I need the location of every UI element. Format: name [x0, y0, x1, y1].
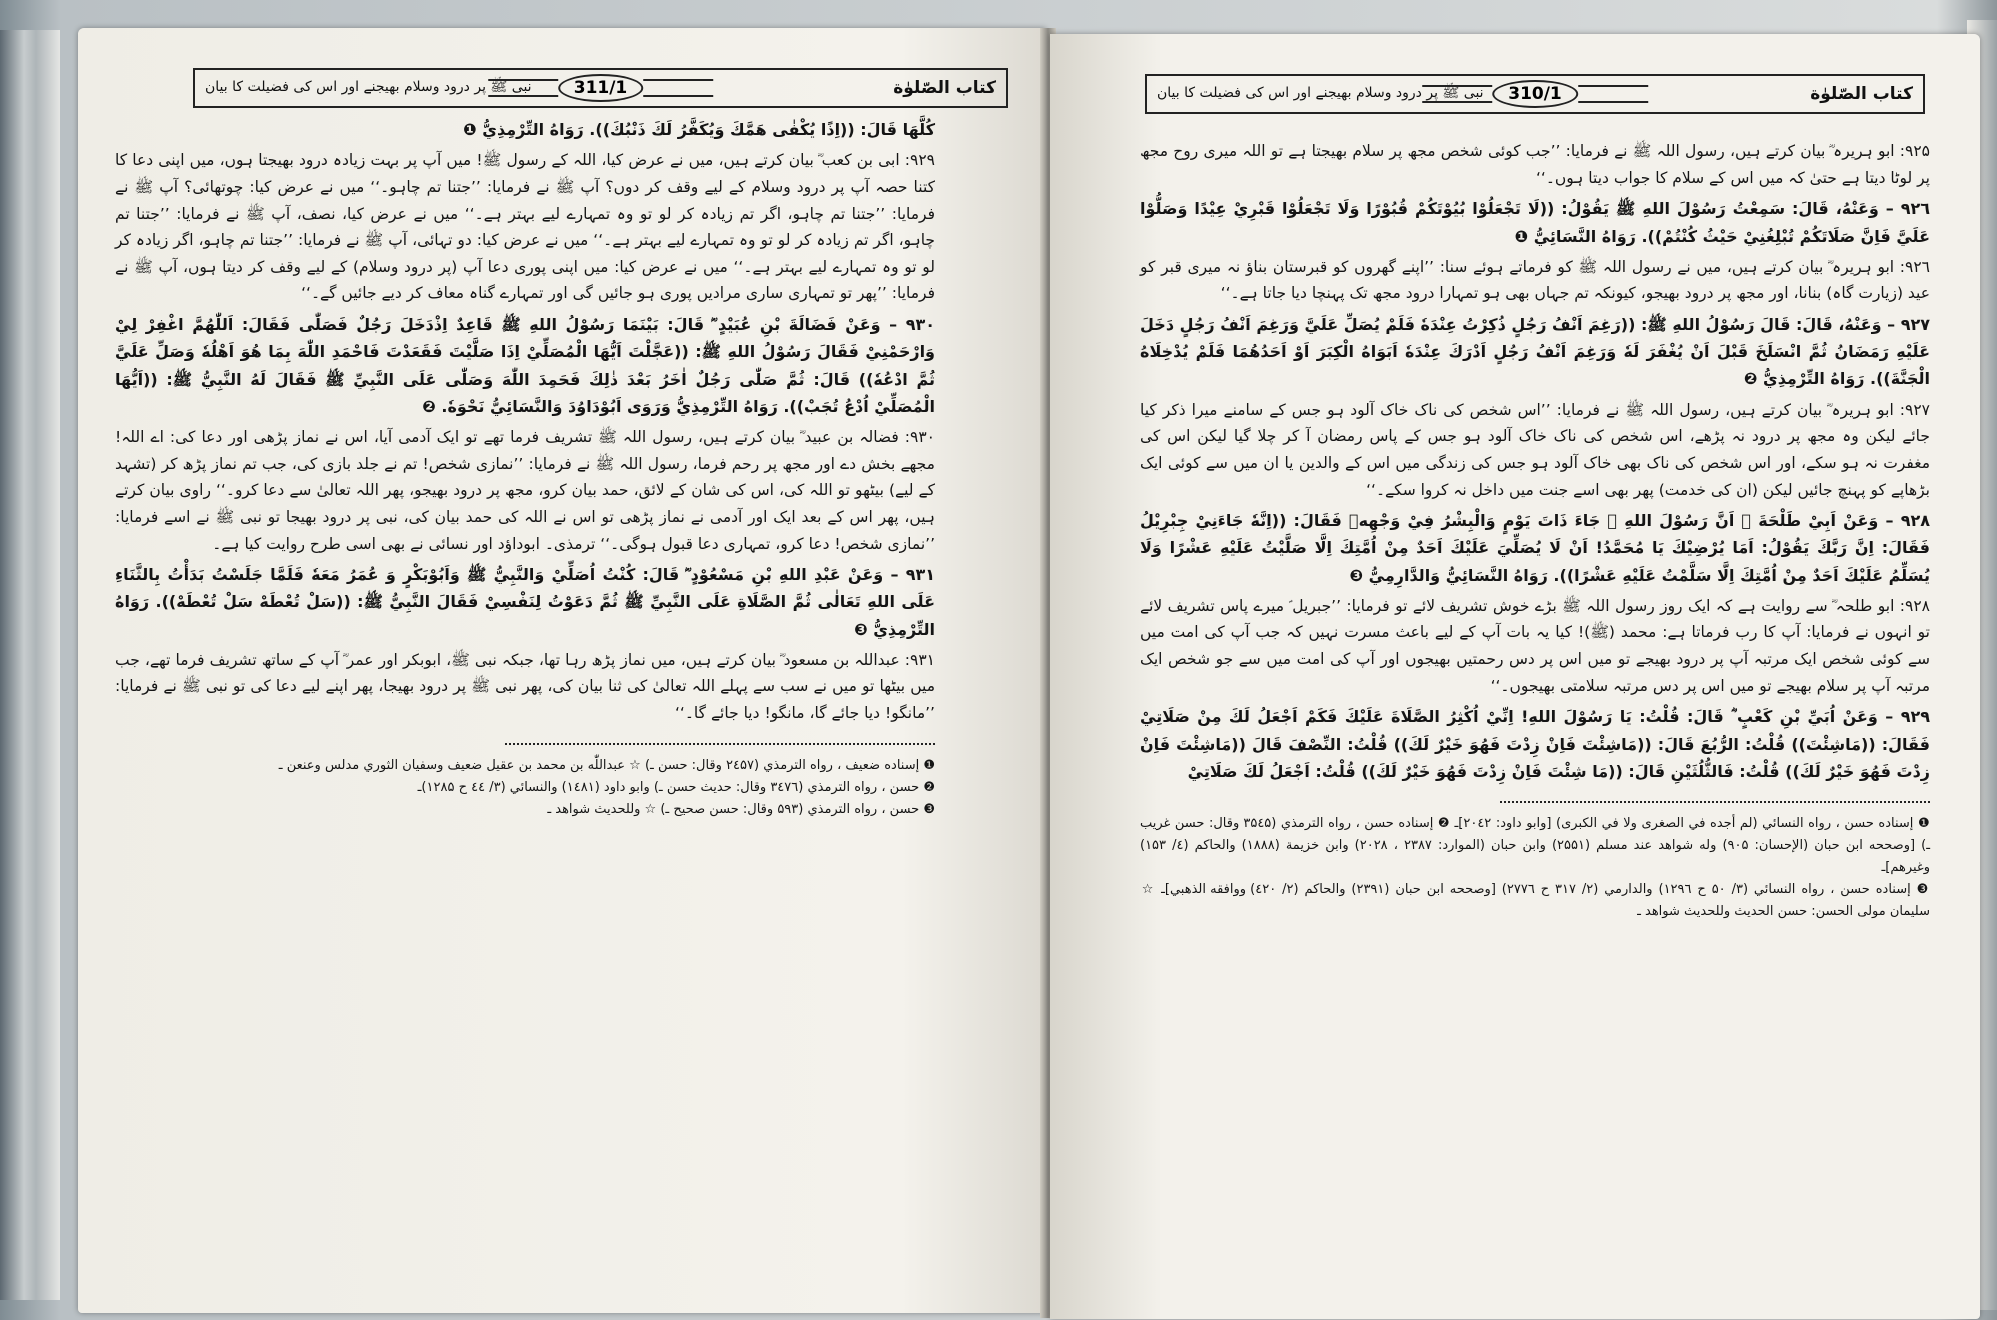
paragraph: ۹۳۰: فضالہ بن عبید ؓ بیان کرتے ہیں، رسول اللہ ﷺ تشریف فرما تھے تو ایک آدمی آیا، اس نے نماز پڑھی اور دعا کی: اے اللہ! مجھے بخش دے اور مجھ پر رحم فرما، رسول اللہ ﷺ نے فرمایا: ’’نمازی شخص! تم نے جلد بازی کی، جب تم نماز پڑھ کر (تشہد کے لیے) بیٹھو تو اللہ کی، اس کی شان کے لائق، حمد بیان کرو، مجھ پر درود بھیجو، پھر اللہ تعالیٰ سے دعا کرو۔‘‘ راوی بیان کرتے ہیں، پھر اس کے بعد ایک اور آدمی نے نماز پڑھی تو اس نے اللہ کی حمد بیان کی، نبی پر درود بھیجا تو نبی ﷺ نے اسے فرمایا: ’’نمازی شخص! دعا کرو، تمہاری دعا قبول ہوگی۔‘‘ ترمذی۔ ابوداؤد اور نسائی نے بھی اسی طرح روایت کیا ہے۔: [115, 427, 935, 553]
page-body: [1140, 138, 1930, 923]
paragraph: ۹۳۱ – وَعَنْ عَبْدِ اللهِ بْنِ مَسْعُوْدٍ ؓ قَالَ: كُنْتُ اُصَلِّيْ وَالنَّبِيُّ ﷺ وَاَبُوْبَكْرٍ وَ عُمَرُ مَعَهٗ فَلَمَّا جَلَسْتُ بَدَأْتُ بِالثَّنَاءِ عَلَى اللهِ تَعَالٰى ثُمَّ الصَّلَاةِ عَلَى النَّبِيِّ ﷺ ثُمَّ دَعَوْتُ لِنَفْسِيْ فَقَالَ النَّبِيُّ ﷺ: ((سَلْ تُعْطَهْ سَلْ تُعْطَهْ)). رَوَاهُ التِّرْمِذِيُّ ❸: [115, 565, 935, 639]
ornament-left: [488, 79, 558, 97]
footnote-separator: [1500, 801, 1930, 803]
book-title: كتاب الصّلوٰة: [893, 78, 996, 98]
paragraph: ۹۳۰ – وَعَنْ فَضَالَةَ بْنِ عُبَيْدٍ ؓ قَالَ: بَيْنَمَا رَسُوْلُ اللهِ ﷺ قَاعِدٌ اِذْدَخَلَ رَجُلٌ فَصَلّٰى فَقَالَ: اَللّٰهُمَّ اغْفِرْ لِيْ وَارْحَمْنِيْ فَقَالَ رَسُوْلُ اللهِ ﷺ: ((عَجَّلْتَ اَيُّهَا الْمُصَلِّيْ اِذَا صَلَّيْتَ فَقَعَدْتَ فَاحْمَدِ اللّٰهَ بِمَا هُوَ اَهْلُهٗ وَصَلِّ عَلَيَّ ثُمَّ ادْعُهٗ)) قَالَ: ثُمَّ صَلّٰى رَجُلٌ اٰخَرُ بَعْدَ ذٰلِكَ فَحَمِدَ اللّٰهَ وَصَلّٰى عَلَى النَّبِيِّ ﷺ فَقَالَ لَهُ النَّبِيُّ ﷺ: ((اَيُّهَا الْمُصَلِّيْ اُدْعُ تُجَبْ)). رَوَاهُ التِّرْمِذِيُّ وَرَوَى اَبُوْدَاوُدَ وَالنَّسَائِيُّ نَحْوَهٗ. ❷: [115, 315, 935, 416]
page-number-ornament: [488, 74, 714, 102]
ornament-right: [643, 79, 713, 97]
chapter-title: نبی ﷺ پر درود وسلام بھیجنے اور اس کی فضیلت کا بیان: [1157, 85, 1484, 101]
paragraph: ۹۲۷ – وَعَنْهُ، قَالَ: قَالَ رَسُوْلُ اللهِ ﷺ: ((رَغِمَ اَنْفُ رَجُلٍ ذُكِرْتُ عِنْدَهٗ فَلَمْ يُصَلِّ عَلَيَّ وَرَغِمَ اَنْفُ رَجُلٍ دَخَلَ عَلَيْهِ رَمَضَانُ ثُمَّ انْسَلَخَ قَبْلَ اَنْ يُغْفَرَ لَهٗ وَرَغِمَ اَنْفُ رَجُلٍ اَدْرَكَ عِنْدَهٗ اَبَوَاهُ الْكِبَرَ اَوْ اَحَدُهُمَا فَلَمْ يُدْخِلَاهُ الْجَنَّةَ)). رَوَاهُ التِّرْمِذِيُّ ❷: [1140, 315, 1930, 389]
footnote: ❶ إسناده حسن ، رواه النسائي (لم أجده في الصغرى ولا في الكبرى) [وابو داود: ۲۰٤۲]ـ ❷ إسناده حسن ، رواه الترمذي (۳۵٤۵ وقال: حسن غريب ـ) [وصححه ابن حبان (الإحسان: ۹۰۵) وله شواهد عند مسلم (۲۵۵۱) وابن حبان (الموارد: ۲۳۸۷ ، ۲۰۲۸) وابن خزيمة (۱۸۸۸) والحاكم (٤/ ۱۵۳) وغيرهم]ـ: [1140, 815, 1930, 876]
page-header: [193, 68, 1008, 108]
footnote: ❸ حسن ، رواه الترمذي (۵۹۳ وقال: حسن صحيح ـ) ☆ وللحديث شواهد ـ: [547, 801, 935, 817]
paragraph: ۹۲٦ – وَعَنْهُ، قَالَ: سَمِعْتُ رَسُوْلَ اللهِ ﷺ يَقُوْلُ: ((لَا تَجْعَلُوْا بُيُوْتَكُمْ قُبُوْرًا وَلَا تَجْعَلُوْا قَبْرِيْ عِيْدًا وَصَلُّوْا عَلَيَّ فَاِنَّ صَلَاتَكُمْ تُبْلِغُنِيْ حَيْثُ كُنْتُمْ)). رَوَاهُ النَّسَائِيُّ ❶: [1140, 199, 1930, 246]
page-number: 311/1: [558, 74, 644, 102]
paragraph: ۹۲۹ – وَعَنْ اُبَيِّ بْنِ كَعْبٍ ؓ قَالَ: قُلْتُ: يَا رَسُوْلَ اللهِ! اِنِّيْ اُكْثِرُ الصَّلَاةَ عَلَيْكَ فَكَمْ اَجْعَلُ لَكَ مِنْ صَلَاتِيْ فَقَالَ: ((مَاشِئْتَ)) قُلْتُ: الرُّبُعَ قَالَ: ((مَاشِئْتَ فَاِنْ زِدْتَ فَهُوَ خَيْرٌ لَكَ)) قُلْتُ: النِّصْفَ قَالَ ((مَاشِئْتَ فَاِنْ زِدْتَ فَهُوَ خَيْرٌ لَكَ)) قُلْتُ: فَالثُّلُثَيْنِ قَالَ: ((مَا شِئْتَ فَاِنْ زِدْتَ فَهُوَ خَيْرٌ لَكَ)) قُلْتُ: اَجْعَلُ لَكَ صَلَاتِيْ: [1140, 707, 1930, 781]
page-number: 310/1: [1492, 80, 1578, 108]
paragraph: ۹۲۸ – وَعَنْ اَبِيْ طَلْحَةَ ؓ اَنَّ رَسُوْلَ اللهِ ﷺ جَاءَ ذَاتَ يَوْمٍ وَالْبِشْرُ فِيْ وَجْهِهٖ فَقَالَ: ((اِنَّهٗ جَاءَنِيْ جِبْرِيْلُ فَقَالَ: اِنَّ رَبَّكَ يَقُوْلُ: اَمَا يُرْضِيْكَ يَا مُحَمَّدُ! اَنْ لَا يُصَلِّيَ عَلَيْكَ اَحَدٌ مِنْ اُمَّتِكَ اِلَّا صَلَّيْتُ عَلَيْهِ عَشْرًا وَلَا يُسَلِّمُ عَلَيْكَ اَحَدٌ مِنْ اُمَّتِكَ اِلَّا سَلَّمْتُ عَلَيْهِ عَشْرًا)). رَوَاهُ النَّسَائِيُّ وَالدَّارِمِيُّ ❸: [1140, 511, 1930, 585]
page-header: [1145, 74, 1925, 114]
paragraph: ۹۲٦: ابو ہریرہ ؓ بیان کرتے ہیں، میں نے رسول اللہ ﷺ کو فرماتے ہوئے سنا: ’’اپنے گھروں کو قبرستان بناؤ نہ میری قبر کو عید (زیارت گاہ) بنانا، اور مجھ پر درود بھیجو، کیونکہ تم جہاں بھی ہو تمہارا درود مجھ تک پہنچا دیا جاتا ہے۔‘‘: [1140, 257, 1930, 303]
footnote-separator: [505, 743, 935, 745]
footnote: ❶ إسناده ضعيف ، رواه الترمذي (۲٤۵۷ وقال: حسن ـ) ☆ عبداللّٰه بن محمد بن عقيل ضعيف وسفيان الثوري مدلس وعنعن ـ: [278, 757, 935, 773]
footnote: ❸ إسناده حسن ، رواه النسائي (۳/ ۵۰ ح ۱۲۹٦) والدارمي (۲/ ۳۱۷ ح ۲۷۷٦) [وصححه ابن حبان (۲۳۹۱) والحاكم (۲/ ٤۲۰) ووافقه الذهبي]ـ ☆ سليمان مولى الحسن: حسن الحديث وللحديث شواهد ـ: [1140, 882, 1931, 920]
footnote: ❷ حسن ، رواه الترمذي (۳٤۷٦ وقال: حديث حسن ـ) وابو داود (۱٤۸۱) والنسائي (۳/ ٤٤ ح ۱۲۸۵)ـ: [417, 779, 935, 795]
chapter-title: نبی ﷺ پر درود وسلام بھیجنے اور اس کی فضیلت کا بیان: [205, 79, 532, 95]
paragraph: كُلَّهَا قَالَ: ((اِذًا يُكْفٰى هَمَّكَ وَيُكَفَّرُ لَكَ ذَنْبُكَ)). رَوَاهُ التِّرْمِذِيُّ ❶: [463, 120, 935, 139]
paragraph: ۹۳۱: عبداللہ بن مسعود ؓ بیان کرتے ہیں، میں نماز پڑھ رہا تھا، جبکہ نبی ﷺ، ابوبکر اور عمر ؓ آپ کے ساتھ تشریف فرما تھے، جب میں بیٹھا تو میں نے سب سے پہلے اللہ تعالیٰ کی ثنا بیان کی، پھر نبی ﷺ پر درود بھیجا، پھر اپنے لیے دعا کی تو نبی ﷺ نے فرمایا: ’’مانگو! دیا جائے گا، مانگو! دیا جائے گا۔‘‘: [115, 650, 935, 723]
book-title: كتاب الصّلوٰة: [1810, 84, 1913, 104]
book-cover-edge-left: [0, 30, 60, 1300]
right-page: [1050, 34, 1980, 1319]
paragraph: ۹۲۸: ابو طلحہ ؓ سے روایت ہے کہ ایک روز رسول اللہ ﷺ بڑے خوش تشریف لائے تو فرمایا: ’’جبریل ؑ میرے پاس تشریف لائے تو انہوں نے فرمایا: آپ کا رب فرماتا ہے: محمد (ﷺ)! کیا یہ بات آپ کے لیے باعث مسرت نہیں کہ جب آپ کی امت میں سے کوئی شخص ایک مرتبہ آپ پر درود بھیجے تو میں اس پر دس رحمتیں بھیجوں اور آپ کی امت میں سے جو شخص ایک مرتبہ آپ پر سلام بھیجے تو میں اس پر دس مرتبہ سلامتی بھیجوں۔‘‘: [1140, 596, 1930, 695]
ornament-left: [1422, 85, 1492, 103]
paragraph: ۹۲۵: ابو ہریرہ ؓ بیان کرتے ہیں، رسول اللہ ﷺ نے فرمایا: ’’جب کوئی شخص مجھ پر سلام بھیجتا ہے تو اللہ میری روح مجھ پر لوٹا دیتا ہے حتیٰ کہ میں اس کے سلام کا جواب دیتا ہوں۔‘‘: [1140, 142, 1930, 187]
paragraph: ۹۲۷: ابو ہریرہ ؓ بیان کرتے ہیں، رسول اللہ ﷺ نے فرمایا: ’’اس شخص کی ناک خاک آلود ہو جس کے سامنے میرا ذکر کیا جائے لیکن وہ مجھ پر درود نہ پڑھے، اس شخص کی ناک خاک آلود ہو جس کے پاس رمضان آ کر چلا گیا لیکن اس کی مغفرت نہ ہو سکے، اور اس شخص کی ناک بھی خاک آلود ہو جس کی زندگی میں اس کے والدین یا ان میں سے کوئی ایک بڑھاپے کو پہنچ جائیں لیکن (ان کی خدمت) پھر بھی اسے جنت میں داخل نہ کروا سکے۔‘‘: [1140, 400, 1930, 499]
page-number-ornament: [1422, 80, 1648, 108]
ornament-right: [1578, 85, 1648, 103]
paragraph: ۹۲۹: ابی بن کعب ؓ بیان کرتے ہیں، میں نے عرض کیا، اللہ کے رسول ﷺ! میں آپ پر بہت زیادہ درود بھیجتا ہوں، میں اپنی دعا کا کتنا حصہ آپ پر درود وسلام کے لیے وقف کر دوں؟ آپ ﷺ نے فرمایا: ’’جتنا تم چاہو۔‘‘ میں نے عرض کیا: چوتھائی؟ آپ ﷺ نے فرمایا: ’’جتنا تم چاہو، اگر تم زیادہ کر لو تو وہ تمہارے لیے بہتر ہے۔‘‘ میں نے عرض کیا، نصف، آپ ﷺ نے فرمایا: ’’جتنا تم چاہو، اگر تم زیادہ کر لو تو وہ تمہارے لیے بہتر ہے۔‘‘ میں نے عرض کیا: دو تہائی، آپ ﷺ نے فرمایا: ’’جتنا تم چاہو، اگر زیادہ کر لو تو وہ تمہارے لیے بہتر ہے۔‘‘ میں نے عرض کیا: میں اپنی پوری دعا آپ (پر درود وسلام) کے لیے وقف کر دیتا ہوں، آپ ﷺ نے فرمایا: ’’پھر تو تمہاری ساری مرادیں پوری ہو جائیں گی اور تمہارے گناہ معاف کر دیے جائیں گے۔‘‘: [115, 151, 935, 303]
left-page: [78, 28, 1046, 1313]
page-body: [115, 116, 935, 821]
